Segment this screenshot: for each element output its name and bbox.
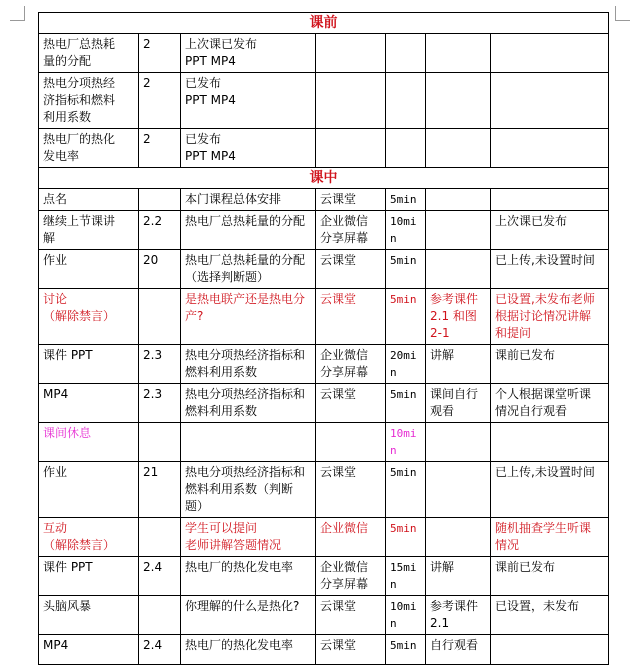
cell-text: PPT MP4 <box>185 93 236 107</box>
section-header-row <box>39 13 609 34</box>
table-cell <box>491 462 609 518</box>
cell-text: 20min <box>390 349 417 379</box>
table-cell <box>181 73 316 129</box>
cell-text: 2-1 <box>430 326 450 340</box>
table-row <box>39 518 609 557</box>
table-cell <box>181 462 316 518</box>
cell-text: 量的分配 <box>43 54 92 68</box>
cell-text: 2 <box>143 37 151 51</box>
cell-text: 作业 <box>43 253 68 267</box>
table-cell <box>316 73 386 129</box>
cell-text: 解 <box>43 231 56 245</box>
cell-text: 21 <box>143 465 159 479</box>
table-cell <box>181 384 316 423</box>
table-cell <box>316 596 386 635</box>
table-cell <box>181 635 316 665</box>
table-cell <box>139 518 181 557</box>
table-cell <box>39 73 139 129</box>
table-cell <box>426 557 491 596</box>
cell-text: （解除禁言） <box>43 538 116 552</box>
table-cell <box>181 423 316 462</box>
cell-text: 发电率 <box>43 149 80 163</box>
table-cell <box>39 462 139 518</box>
margin-corner-mark <box>10 6 25 21</box>
table-row <box>39 384 609 423</box>
table-cell <box>426 211 491 250</box>
cell-text: 企业微信 <box>320 214 369 228</box>
table-cell <box>386 211 426 250</box>
cell-text: 燃料利用系数 <box>185 404 258 418</box>
table-cell <box>426 518 491 557</box>
table-cell <box>181 596 316 635</box>
cell-text: 5min <box>390 193 417 206</box>
cell-text: 5min <box>390 466 417 479</box>
cell-text: 参考课件 <box>430 599 479 613</box>
table-cell <box>316 635 386 665</box>
cell-text: 利用系数 <box>43 110 92 124</box>
table-cell <box>39 250 139 289</box>
table-cell <box>39 129 139 168</box>
table-cell <box>316 250 386 289</box>
table-cell <box>139 211 181 250</box>
table-cell <box>39 596 139 635</box>
cell-text: 热电厂总热耗量的分配 <box>185 253 306 267</box>
table-cell <box>139 189 181 211</box>
table-row <box>39 289 609 345</box>
table-cell <box>181 211 316 250</box>
cell-text: 热电分项热经济指标和 <box>185 348 306 362</box>
cell-text: 2 <box>143 76 151 90</box>
table-cell <box>426 423 491 462</box>
table-row <box>39 596 609 635</box>
cell-text: 云课堂 <box>320 192 357 206</box>
table-row <box>39 250 609 289</box>
cell-text: 情况自行观看 <box>495 404 568 418</box>
cell-text: 燃料利用系数 <box>185 365 258 379</box>
cell-text: 热电厂的热化发电率 <box>185 638 294 652</box>
cell-text: 是热电联产还是热电分 <box>185 292 306 306</box>
cell-text: 讲解 <box>430 560 455 574</box>
cell-text: （选择判断题） <box>185 270 270 284</box>
cell-text: 学生可以提问 <box>185 521 258 535</box>
table-cell <box>316 557 386 596</box>
table-row <box>39 129 609 168</box>
cell-text: 2.1 和图 <box>430 309 477 323</box>
cell-text: 20 <box>143 253 159 267</box>
margin-corner-mark <box>615 6 630 21</box>
table-cell <box>139 289 181 345</box>
table-row <box>39 423 609 462</box>
table-cell <box>181 250 316 289</box>
cell-text: 继续上节课讲 <box>43 214 116 228</box>
table-row <box>39 557 609 596</box>
table-cell <box>139 384 181 423</box>
table-cell <box>386 518 426 557</box>
cell-text: 根据讨论情况讲解 <box>495 309 592 323</box>
cell-text: 5min <box>390 522 417 535</box>
cell-text: 作业 <box>43 465 68 479</box>
table-cell <box>39 635 139 665</box>
cell-text: MP4 <box>43 638 69 652</box>
table-cell <box>426 73 491 129</box>
table-cell <box>386 557 426 596</box>
cell-text: PPT MP4 <box>185 149 236 163</box>
cell-text: 企业微信 <box>320 560 369 574</box>
table-row <box>39 462 609 518</box>
cell-text: 分享屏幕 <box>320 365 369 379</box>
cell-text: 热电厂的热化发电率 <box>185 560 294 574</box>
table-cell <box>491 596 609 635</box>
table-cell <box>386 34 426 73</box>
table-cell <box>39 518 139 557</box>
table-row <box>39 73 609 129</box>
table-cell <box>139 557 181 596</box>
section-header-row <box>39 168 609 189</box>
cell-text: 课件 PPT <box>43 560 93 574</box>
cell-text: 课间自行 <box>430 387 479 401</box>
cell-text: 2 <box>143 132 151 146</box>
table-cell <box>39 289 139 345</box>
cell-text: 云课堂 <box>320 599 357 613</box>
cell-text: PPT MP4 <box>185 54 236 68</box>
table-cell <box>491 518 609 557</box>
table-cell <box>491 211 609 250</box>
cell-text: 产? <box>185 309 204 323</box>
table-cell <box>426 384 491 423</box>
cell-text: 热电厂的热化 <box>43 132 116 146</box>
table-cell <box>181 345 316 384</box>
cell-text: 已设置，未发布 <box>495 599 580 613</box>
cell-text: 和提问 <box>495 326 532 340</box>
table-cell <box>491 289 609 345</box>
table-cell <box>426 289 491 345</box>
cell-text: 上次课已发布 <box>495 214 568 228</box>
cell-text: 课间休息 <box>43 426 92 440</box>
cell-text: 2.3 <box>143 387 163 401</box>
cell-text: 已设置,未发布老师 <box>495 292 595 306</box>
cell-text: 10min <box>390 600 417 630</box>
cell-text: 2.4 <box>143 638 163 652</box>
table-cell <box>426 250 491 289</box>
cell-text: 课前已发布 <box>495 560 556 574</box>
cell-text: 已发布 <box>185 76 222 90</box>
table-cell <box>316 129 386 168</box>
table-cell <box>139 34 181 73</box>
table-cell <box>316 462 386 518</box>
table-cell <box>491 129 609 168</box>
table-cell <box>491 557 609 596</box>
table-cell <box>139 345 181 384</box>
table-cell <box>181 518 316 557</box>
table-cell <box>39 557 139 596</box>
cell-text: 个人根据课堂听课 <box>495 387 592 401</box>
table-cell <box>426 189 491 211</box>
cell-text: 头脑风暴 <box>43 599 92 613</box>
table-row <box>39 635 609 665</box>
table-row <box>39 211 609 250</box>
cell-text: 燃料利用系数（判断题） <box>185 482 294 513</box>
cell-text: 热电分项热经济指标和 <box>185 465 306 479</box>
table-cell <box>139 596 181 635</box>
table-cell <box>426 635 491 665</box>
table-row <box>39 345 609 384</box>
table-cell <box>139 462 181 518</box>
table-cell <box>181 189 316 211</box>
cell-text: 5min <box>390 293 417 306</box>
cell-text: 云课堂 <box>320 253 357 267</box>
table-cell <box>386 384 426 423</box>
table-cell <box>491 635 609 665</box>
table-cell <box>426 34 491 73</box>
section-title: 课中 <box>39 168 609 189</box>
cell-text: 2.1 <box>430 616 450 630</box>
cell-text: 点名 <box>43 192 68 206</box>
table-cell <box>386 129 426 168</box>
cell-text: 老师讲解答题情况 <box>185 538 282 552</box>
table-cell <box>139 129 181 168</box>
cell-text: 已上传,未设置时间 <box>495 253 595 267</box>
table-cell <box>491 423 609 462</box>
cell-text: 随机抽查学生听课 <box>495 521 592 535</box>
cell-text: 参考课件 <box>430 292 479 306</box>
section-title: 课前 <box>39 13 609 34</box>
cell-text: 已发布 <box>185 132 222 146</box>
table-cell <box>386 596 426 635</box>
cell-text: （解除禁言） <box>43 309 116 323</box>
table-cell <box>386 189 426 211</box>
table-cell <box>316 518 386 557</box>
table-cell <box>39 423 139 462</box>
table-row <box>39 34 609 73</box>
cell-text: 10min <box>390 215 417 245</box>
cell-text: 上次课已发布 <box>185 37 258 51</box>
cell-text: MP4 <box>43 387 69 401</box>
table-cell <box>316 34 386 73</box>
cell-text: 5min <box>390 254 417 267</box>
cell-text: 课件 PPT <box>43 348 93 362</box>
table-cell <box>316 189 386 211</box>
cell-text: 本门课程总体安排 <box>185 192 282 206</box>
cell-text: 热电分项热经 <box>43 76 116 90</box>
table-cell <box>139 423 181 462</box>
table-cell <box>39 34 139 73</box>
table-cell <box>181 129 316 168</box>
table-cell <box>491 345 609 384</box>
table-cell <box>386 345 426 384</box>
cell-text: 企业微信 <box>320 521 369 535</box>
cell-text: 讲解 <box>430 348 455 362</box>
lesson-plan-table <box>38 12 609 665</box>
table-cell <box>39 211 139 250</box>
cell-text: 云课堂 <box>320 465 357 479</box>
table-cell <box>386 250 426 289</box>
table-cell <box>316 384 386 423</box>
cell-text: 10min <box>390 427 417 457</box>
table-cell <box>426 129 491 168</box>
cell-text: 2.3 <box>143 348 163 362</box>
cell-text: 情况 <box>495 538 520 552</box>
table-cell <box>316 423 386 462</box>
table-cell <box>39 189 139 211</box>
cell-text: 5min <box>390 639 417 652</box>
table-cell <box>181 34 316 73</box>
cell-text: 热电厂总热耗量的分配 <box>185 214 306 228</box>
table-cell <box>139 73 181 129</box>
table-cell <box>386 289 426 345</box>
table-cell <box>386 423 426 462</box>
table-cell <box>316 211 386 250</box>
table-cell <box>491 250 609 289</box>
table-cell <box>386 462 426 518</box>
table-cell <box>139 635 181 665</box>
cell-text: 讨论 <box>43 292 68 306</box>
cell-text: 云课堂 <box>320 387 357 401</box>
table-cell <box>426 462 491 518</box>
table-cell <box>386 635 426 665</box>
cell-text: 互动 <box>43 521 68 535</box>
table-cell <box>426 345 491 384</box>
table-cell <box>491 384 609 423</box>
table-row <box>39 189 609 211</box>
cell-text: 2.2 <box>143 214 163 228</box>
cell-text: 课前已发布 <box>495 348 556 362</box>
cell-text: 观看 <box>430 404 455 418</box>
cell-text: 企业微信 <box>320 348 369 362</box>
table-cell <box>139 250 181 289</box>
table-cell <box>316 289 386 345</box>
table-cell <box>491 189 609 211</box>
table-cell <box>39 384 139 423</box>
cell-text: 15min <box>390 561 417 591</box>
cell-text: 分享屏幕 <box>320 231 369 245</box>
table-cell <box>426 596 491 635</box>
table-cell <box>181 289 316 345</box>
cell-text: 济指标和燃料 <box>43 93 116 107</box>
cell-text: 云课堂 <box>320 292 357 306</box>
cell-text: 你理解的什么是热化? <box>185 599 300 613</box>
cell-text: 云课堂 <box>320 638 357 652</box>
table-cell <box>181 557 316 596</box>
cell-text: 自行观看 <box>430 638 479 652</box>
cell-text: 热电分项热经济指标和 <box>185 387 306 401</box>
cell-text: 2.4 <box>143 560 163 574</box>
cell-text: 热电厂总热耗 <box>43 37 116 51</box>
table-cell <box>386 73 426 129</box>
cell-text: 已上传,未设置时间 <box>495 465 595 479</box>
cell-text: 5min <box>390 388 417 401</box>
table-cell <box>39 345 139 384</box>
cell-text: 分享屏幕 <box>320 577 369 591</box>
table-cell <box>491 73 609 129</box>
table-cell <box>491 34 609 73</box>
table-cell <box>316 345 386 384</box>
